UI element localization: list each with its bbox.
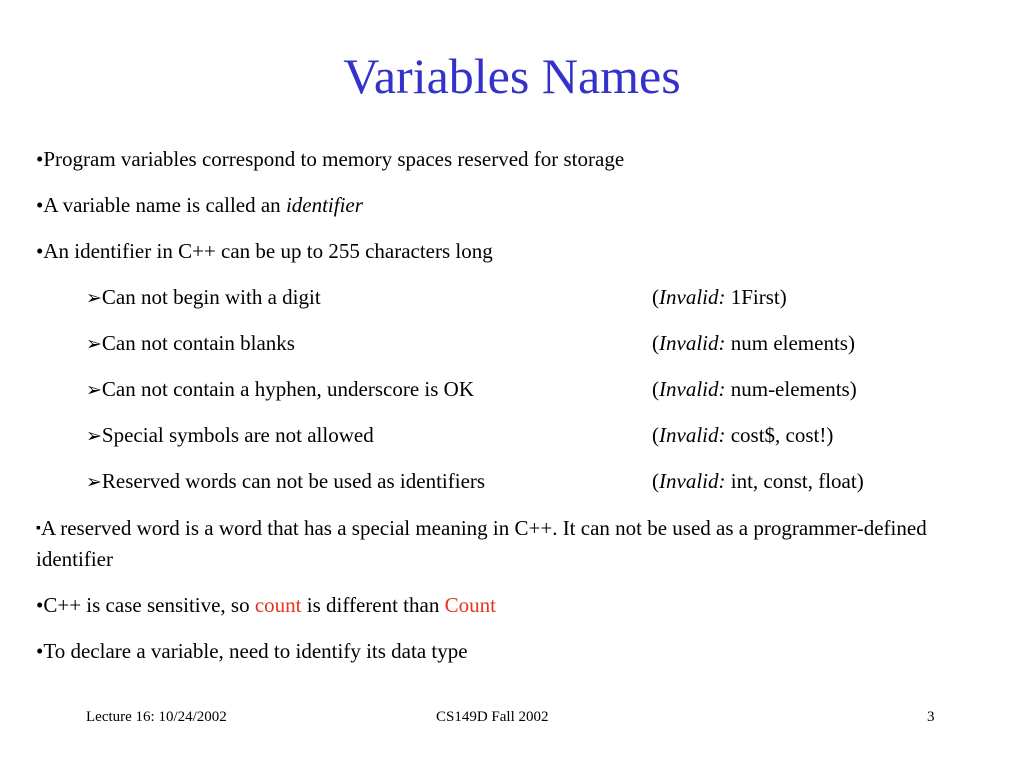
arrow-bullet-icon: ➢ xyxy=(86,288,102,309)
rule-text: Can not contain blanks xyxy=(101,331,295,355)
rule-item xyxy=(86,283,787,313)
rule-invalid-example: (Invalid: int, const, float) xyxy=(652,469,864,493)
bullet-dot: • xyxy=(36,593,44,617)
arrow-bullet-icon: ➢ xyxy=(86,380,102,401)
rule-item xyxy=(86,467,864,497)
footer-lecture-date: Lecture 16: 10/24/2002 xyxy=(86,709,227,725)
bullet-case-sensitive: •C++ is case sensitive, so count is different than Count xyxy=(36,593,496,617)
rule-item xyxy=(86,421,834,451)
slide-title: Variables Names xyxy=(343,48,681,104)
bullet-memory-spaces: •Program variables correspond to memory spaces reserved for storage xyxy=(36,147,625,171)
bullet-reserved-word: ▪A reserved word is a word that has a special meaning in C++. It can not be used as a programmer-defined identifier xyxy=(36,516,927,571)
footer-page-number: 3 xyxy=(927,709,935,725)
arrow-bullet-icon: ➢ xyxy=(86,334,102,355)
rule-text: Reserved words can not be used as identifiers xyxy=(101,469,486,493)
rule-invalid-example: (Invalid: cost$, cost!) xyxy=(652,423,834,447)
bullet-dot: • xyxy=(36,193,44,217)
arrow-bullet-icon: ➢ xyxy=(86,472,102,493)
bullet-identifier: •A variable name is called an identifier xyxy=(36,193,363,217)
rule-invalid-example: (Invalid: num elements) xyxy=(652,331,855,355)
rule-text: Special symbols are not allowed xyxy=(101,423,374,447)
identifier-term: identifier xyxy=(285,193,363,217)
bullet-dot: • xyxy=(36,147,44,171)
highlight-count-upper: Count xyxy=(444,593,496,617)
bullet-dot: • xyxy=(36,639,44,663)
arrow-bullet-icon: ➢ xyxy=(86,426,102,447)
rule-text: Can not begin with a digit xyxy=(101,285,321,309)
bullet-dot: • xyxy=(36,239,44,263)
square-bullet-icon: ▪ xyxy=(36,521,41,536)
rule-item xyxy=(86,329,855,359)
rule-item xyxy=(86,375,857,405)
bullet-identifier-length: •An identifier in C++ can be up to 255 characters long xyxy=(36,239,493,263)
rule-invalid-example: (Invalid: num-elements) xyxy=(652,377,857,401)
highlight-count-lower: count xyxy=(254,593,302,617)
bullet-declare: •To declare a variable, need to identify its data type xyxy=(36,639,468,663)
rule-text: Can not contain a hyphen, underscore is OK xyxy=(101,377,474,401)
footer-course: CS149D Fall 2002 xyxy=(436,709,549,725)
rule-invalid-example: (Invalid: 1First) xyxy=(652,285,787,309)
